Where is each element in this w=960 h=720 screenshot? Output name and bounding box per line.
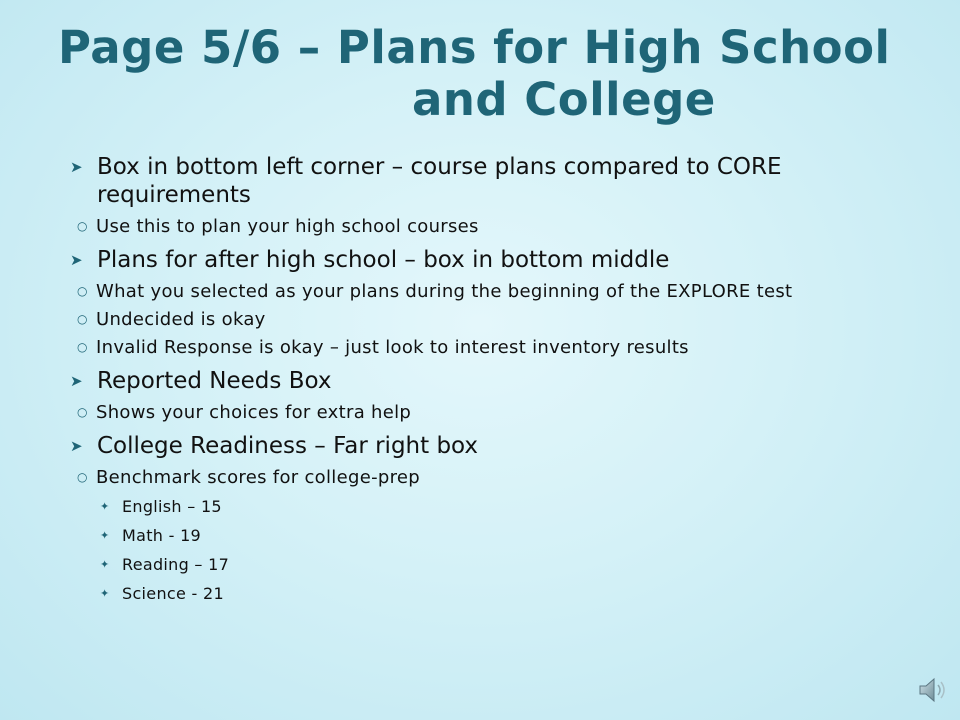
benchmark-science [96,584,910,604]
bullet-reported-needs [70,367,910,395]
benchmark-math [96,526,910,546]
sub-bullet-text: Undecided is okay [96,309,266,330]
ring-bullet-icon: ○ [77,405,88,419]
sub-bullet [70,216,910,237]
bullet-text: Box in bottom left corner – course plans compared to CORE requirements [97,154,782,208]
sub-bullet-text: Benchmark scores for college-prep [96,467,420,488]
arrow-right-bullet-icon: ➤ [70,372,83,390]
benchmark-text: English – 15 [122,497,222,516]
bullet-plans-after-high-school [70,246,910,274]
sub-bullet-text: Shows your choices for extra help [96,402,412,423]
sparkle-bullet-icon: ✦ [100,500,110,513]
sub-bullet-text: Use this to plan your high school courses [96,216,479,237]
sub-bullet [70,337,910,358]
speaker-icon-graphic [914,672,950,708]
sub-bullet [70,281,910,302]
bullet-text: College Readiness – Far right box [97,433,479,459]
bullet-text: Plans for after high school – box in bottom middle [97,247,670,273]
bullet-list [70,153,910,604]
benchmark-english [96,497,910,517]
benchmark-text: Science - 21 [122,584,224,603]
ring-bullet-icon: ○ [77,312,88,326]
slide-title [0,22,960,126]
slide-content [70,153,910,604]
arrow-right-bullet-icon: ➤ [70,437,83,455]
ring-bullet-icon: ○ [77,340,88,354]
speaker-icon[interactable] [914,672,950,708]
slide-title-line-2: and College [412,73,716,126]
sub-bullet-text: Invalid Response is okay – just look to interest inventory results [96,337,689,358]
ring-bullet-icon: ○ [77,219,88,233]
sparkle-bullet-icon: ✦ [100,529,110,542]
bullet-text: Reported Needs Box [97,368,332,394]
ring-bullet-icon: ○ [77,284,88,298]
benchmark-text: Math - 19 [122,526,202,545]
bullet-college-readiness [70,432,910,460]
arrow-right-bullet-icon: ➤ [70,251,83,269]
bullet-core-requirements [70,153,910,209]
sub-bullet [70,309,910,330]
sub-bullet [70,467,910,488]
sub-bullet [70,402,910,423]
ring-bullet-icon: ○ [77,470,88,484]
arrow-right-bullet-icon: ➤ [70,158,83,176]
slide-title-line-1: Page 5/6 – Plans for High School [58,21,891,74]
benchmark-text: Reading – 17 [122,555,230,574]
sparkle-bullet-icon: ✦ [100,587,110,600]
sparkle-bullet-icon: ✦ [100,558,110,571]
sub-bullet-text: What you selected as your plans during the beginning of the EXPLORE test [96,281,793,302]
benchmark-reading [96,555,910,575]
